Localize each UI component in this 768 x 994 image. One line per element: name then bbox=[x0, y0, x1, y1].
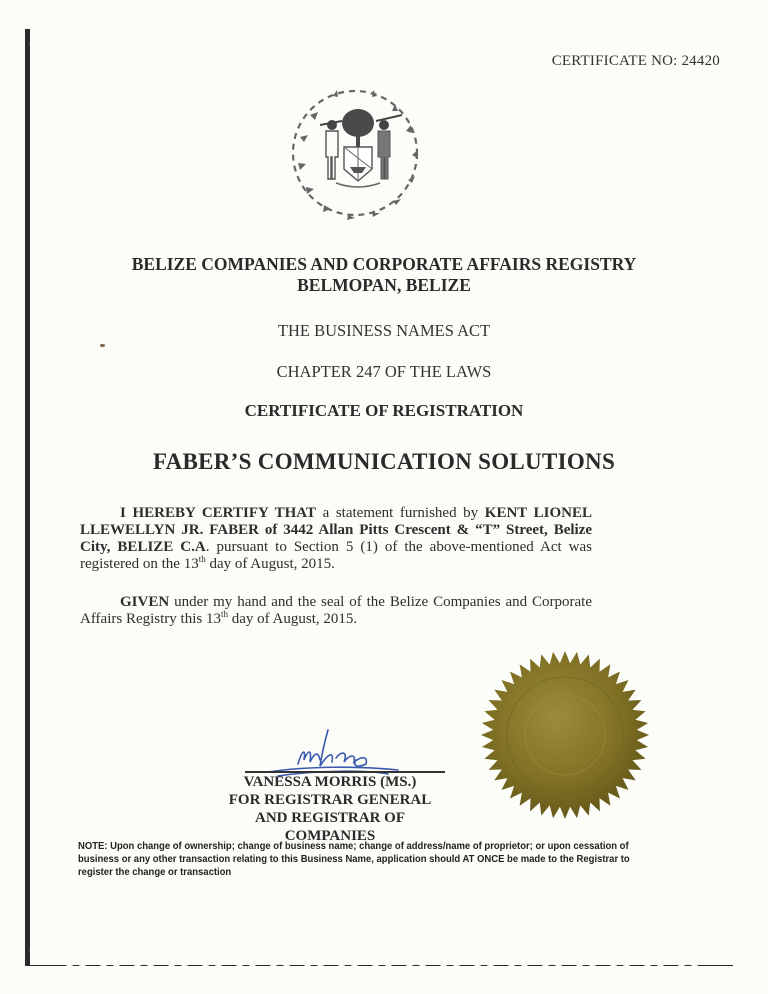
registration-note: NOTE: Upon change of ownership; change of business name; change of address/name of proprietor; or upon cessation of business or any other transaction relating to this Business Name, application should AT ONCE be made to the Registrar to register the change or transaction bbox=[78, 841, 630, 878]
gold-foil-seal-icon bbox=[480, 650, 650, 820]
belize-coat-of-arms-icon bbox=[280, 75, 430, 225]
registry-heading bbox=[0, 254, 768, 296]
registry-name: BELIZE COMPANIES AND CORPORATE AFFAIRS REGISTRY bbox=[131, 254, 637, 274]
given-lead: GIVEN bbox=[120, 594, 170, 610]
signatory-title: FOR REGISTRAR GENERAL bbox=[228, 792, 432, 808]
chapter-reference: CHAPTER 247 OF THE LAWS bbox=[276, 362, 492, 381]
ink-speck bbox=[100, 344, 105, 347]
ordinal-suffix: th bbox=[198, 554, 206, 564]
act-title: THE BUSINESS NAMES ACT bbox=[277, 321, 491, 340]
text: day of August, 2015. bbox=[227, 611, 358, 627]
proprietor-name: KENT LIONEL LLEWELLYN JR. FABER bbox=[80, 505, 592, 538]
text: . pursuant to Section 5 (1) of the above-mentioned Act was registered on the 13 bbox=[80, 539, 592, 572]
business-name: FABER’S COMMUNICATION SOLUTIONS bbox=[152, 449, 616, 474]
text: under my hand and the seal of the Belize Companies and Corporate Affairs Registry this 13 bbox=[80, 594, 592, 627]
text: a statement furnished by bbox=[315, 505, 485, 521]
signatory-name: VANESSA MORRIS (MS.) bbox=[243, 774, 417, 790]
certify-lead: I HEREBY CERTIFY THAT bbox=[120, 505, 316, 521]
ordinal-suffix: th bbox=[220, 609, 228, 619]
signatory-title-cont: AND REGISTRAR OF COMPANIES bbox=[254, 810, 405, 844]
certificate-number: CERTIFICATE NO: 24420 bbox=[551, 53, 720, 69]
text: of bbox=[258, 522, 284, 538]
certification-paragraph bbox=[80, 505, 592, 573]
certificate-title: CERTIFICATE OF REGISTRATION bbox=[244, 401, 524, 420]
signatory-block bbox=[210, 773, 450, 845]
text: day of August, 2015. bbox=[205, 556, 335, 572]
proprietor-address: 3442 Allan Pitts Crescent & “T” Street, Belize City, BELIZE C.A bbox=[80, 522, 593, 555]
registry-location: BELMOPAN, BELIZE bbox=[297, 275, 471, 295]
given-paragraph bbox=[80, 594, 592, 628]
